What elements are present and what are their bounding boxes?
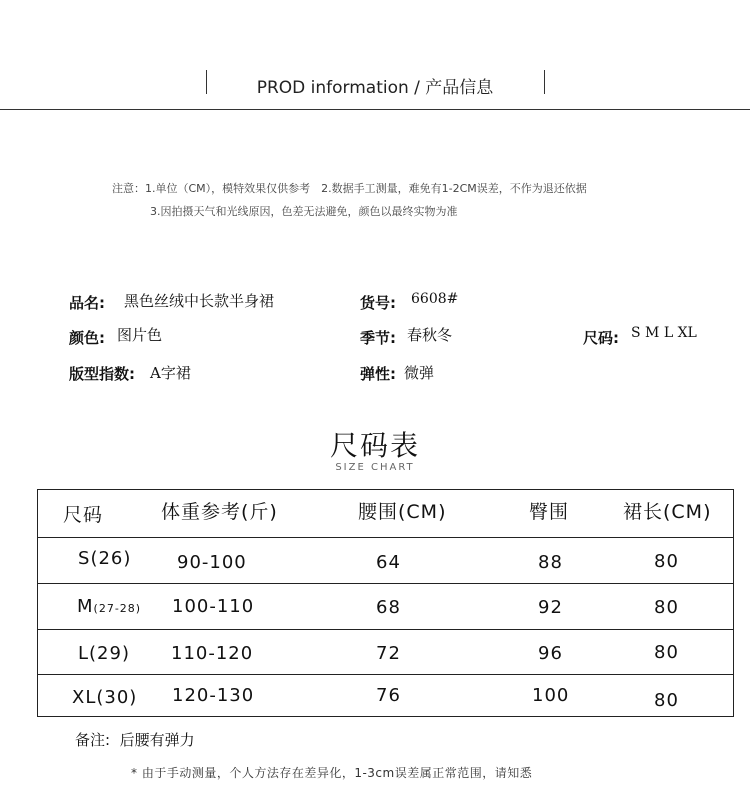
product-elastic-value: 微弹 bbox=[404, 364, 435, 382]
product-fit-value: A字裙 bbox=[150, 364, 191, 382]
header-divider-right bbox=[544, 70, 545, 94]
product-fit-label: 版型指数: bbox=[69, 365, 135, 383]
table-row-divider bbox=[37, 629, 734, 630]
table-row-divider bbox=[37, 537, 734, 538]
table-row-weight: 100-110 bbox=[172, 596, 255, 617]
table-row-hip: 100 bbox=[532, 685, 570, 706]
table-header-weight: 体重参考(斤) bbox=[161, 501, 278, 523]
size-code: L bbox=[78, 643, 90, 664]
table-row-size bbox=[77, 596, 141, 617]
table-row-weight: 110-120 bbox=[171, 643, 254, 664]
table-row-length: 80 bbox=[654, 551, 679, 572]
product-elastic-label: 弹性: bbox=[360, 365, 396, 383]
size-chart-title: 尺码表 bbox=[329, 429, 420, 462]
table-row-size bbox=[72, 687, 137, 708]
size-chart-subtitle: SIZE CHART bbox=[335, 462, 415, 473]
table-header-hip: 臀围 bbox=[529, 501, 570, 523]
table-header-length: 裙长(CM) bbox=[623, 501, 712, 523]
table-row-waist: 76 bbox=[376, 685, 401, 706]
table-row-waist: 72 bbox=[376, 643, 401, 664]
table-row-hip: 88 bbox=[538, 552, 563, 573]
table-row-hip: 96 bbox=[538, 643, 563, 664]
size-waist-number: (30) bbox=[96, 687, 138, 708]
size-code: XL bbox=[72, 687, 97, 708]
table-row-weight: 90-100 bbox=[177, 552, 247, 573]
table-row-length: 80 bbox=[654, 690, 679, 711]
product-name-label: 品名: bbox=[69, 294, 105, 312]
footnote-text: * 由于手动测量，个人方法存在差异化，1-3cm误差属正常范围，请知悉 bbox=[131, 766, 533, 780]
product-size-label: 尺码: bbox=[583, 329, 619, 347]
table-row-waist: 64 bbox=[376, 552, 401, 573]
header-rule bbox=[0, 109, 750, 110]
size-code: M bbox=[77, 596, 94, 617]
table-row-weight: 120-130 bbox=[172, 685, 255, 706]
table-row-divider bbox=[37, 674, 734, 675]
table-row-length: 80 bbox=[654, 642, 679, 663]
table-header-size: 尺码 bbox=[63, 504, 104, 526]
product-color-label: 颜色: bbox=[69, 329, 105, 347]
size-waist-number: (29) bbox=[89, 643, 130, 664]
table-row-divider bbox=[37, 583, 734, 584]
product-color-value: 图片色 bbox=[117, 326, 163, 344]
product-size-value: S M L XL bbox=[631, 325, 697, 341]
remark-text: 备注: 后腰有弹力 bbox=[75, 731, 195, 749]
product-sku-value: 6608# bbox=[411, 291, 459, 307]
table-header-waist: 腰围(CM) bbox=[358, 501, 447, 523]
header-title: PROD information / 产品信息 bbox=[256, 78, 494, 98]
product-season-value: 春秋冬 bbox=[407, 326, 453, 344]
note-line-2: 3.因拍摄天气和光线原因，色差无法避免，颜色以最终实物为准 bbox=[150, 205, 458, 218]
table-row-size bbox=[78, 643, 130, 664]
table-row-waist: 68 bbox=[376, 597, 401, 618]
product-sku-label: 货号: bbox=[360, 294, 396, 312]
size-waist-number: (26) bbox=[90, 548, 132, 569]
size-code: S bbox=[78, 548, 91, 569]
table-row-size bbox=[78, 548, 131, 569]
product-season-label: 季节: bbox=[360, 329, 396, 347]
size-waist-number: (27-28) bbox=[93, 602, 142, 615]
note-line-1: 注意：1.单位（CM），模特效果仅供参考 2.数据手工测量，难免有1-2CM误差，不作为退还依据 bbox=[112, 182, 587, 195]
table-row-length: 80 bbox=[654, 597, 679, 618]
product-name-value: 黑色丝绒中长款半身裙 bbox=[124, 292, 275, 310]
table-row-hip: 92 bbox=[538, 597, 563, 618]
